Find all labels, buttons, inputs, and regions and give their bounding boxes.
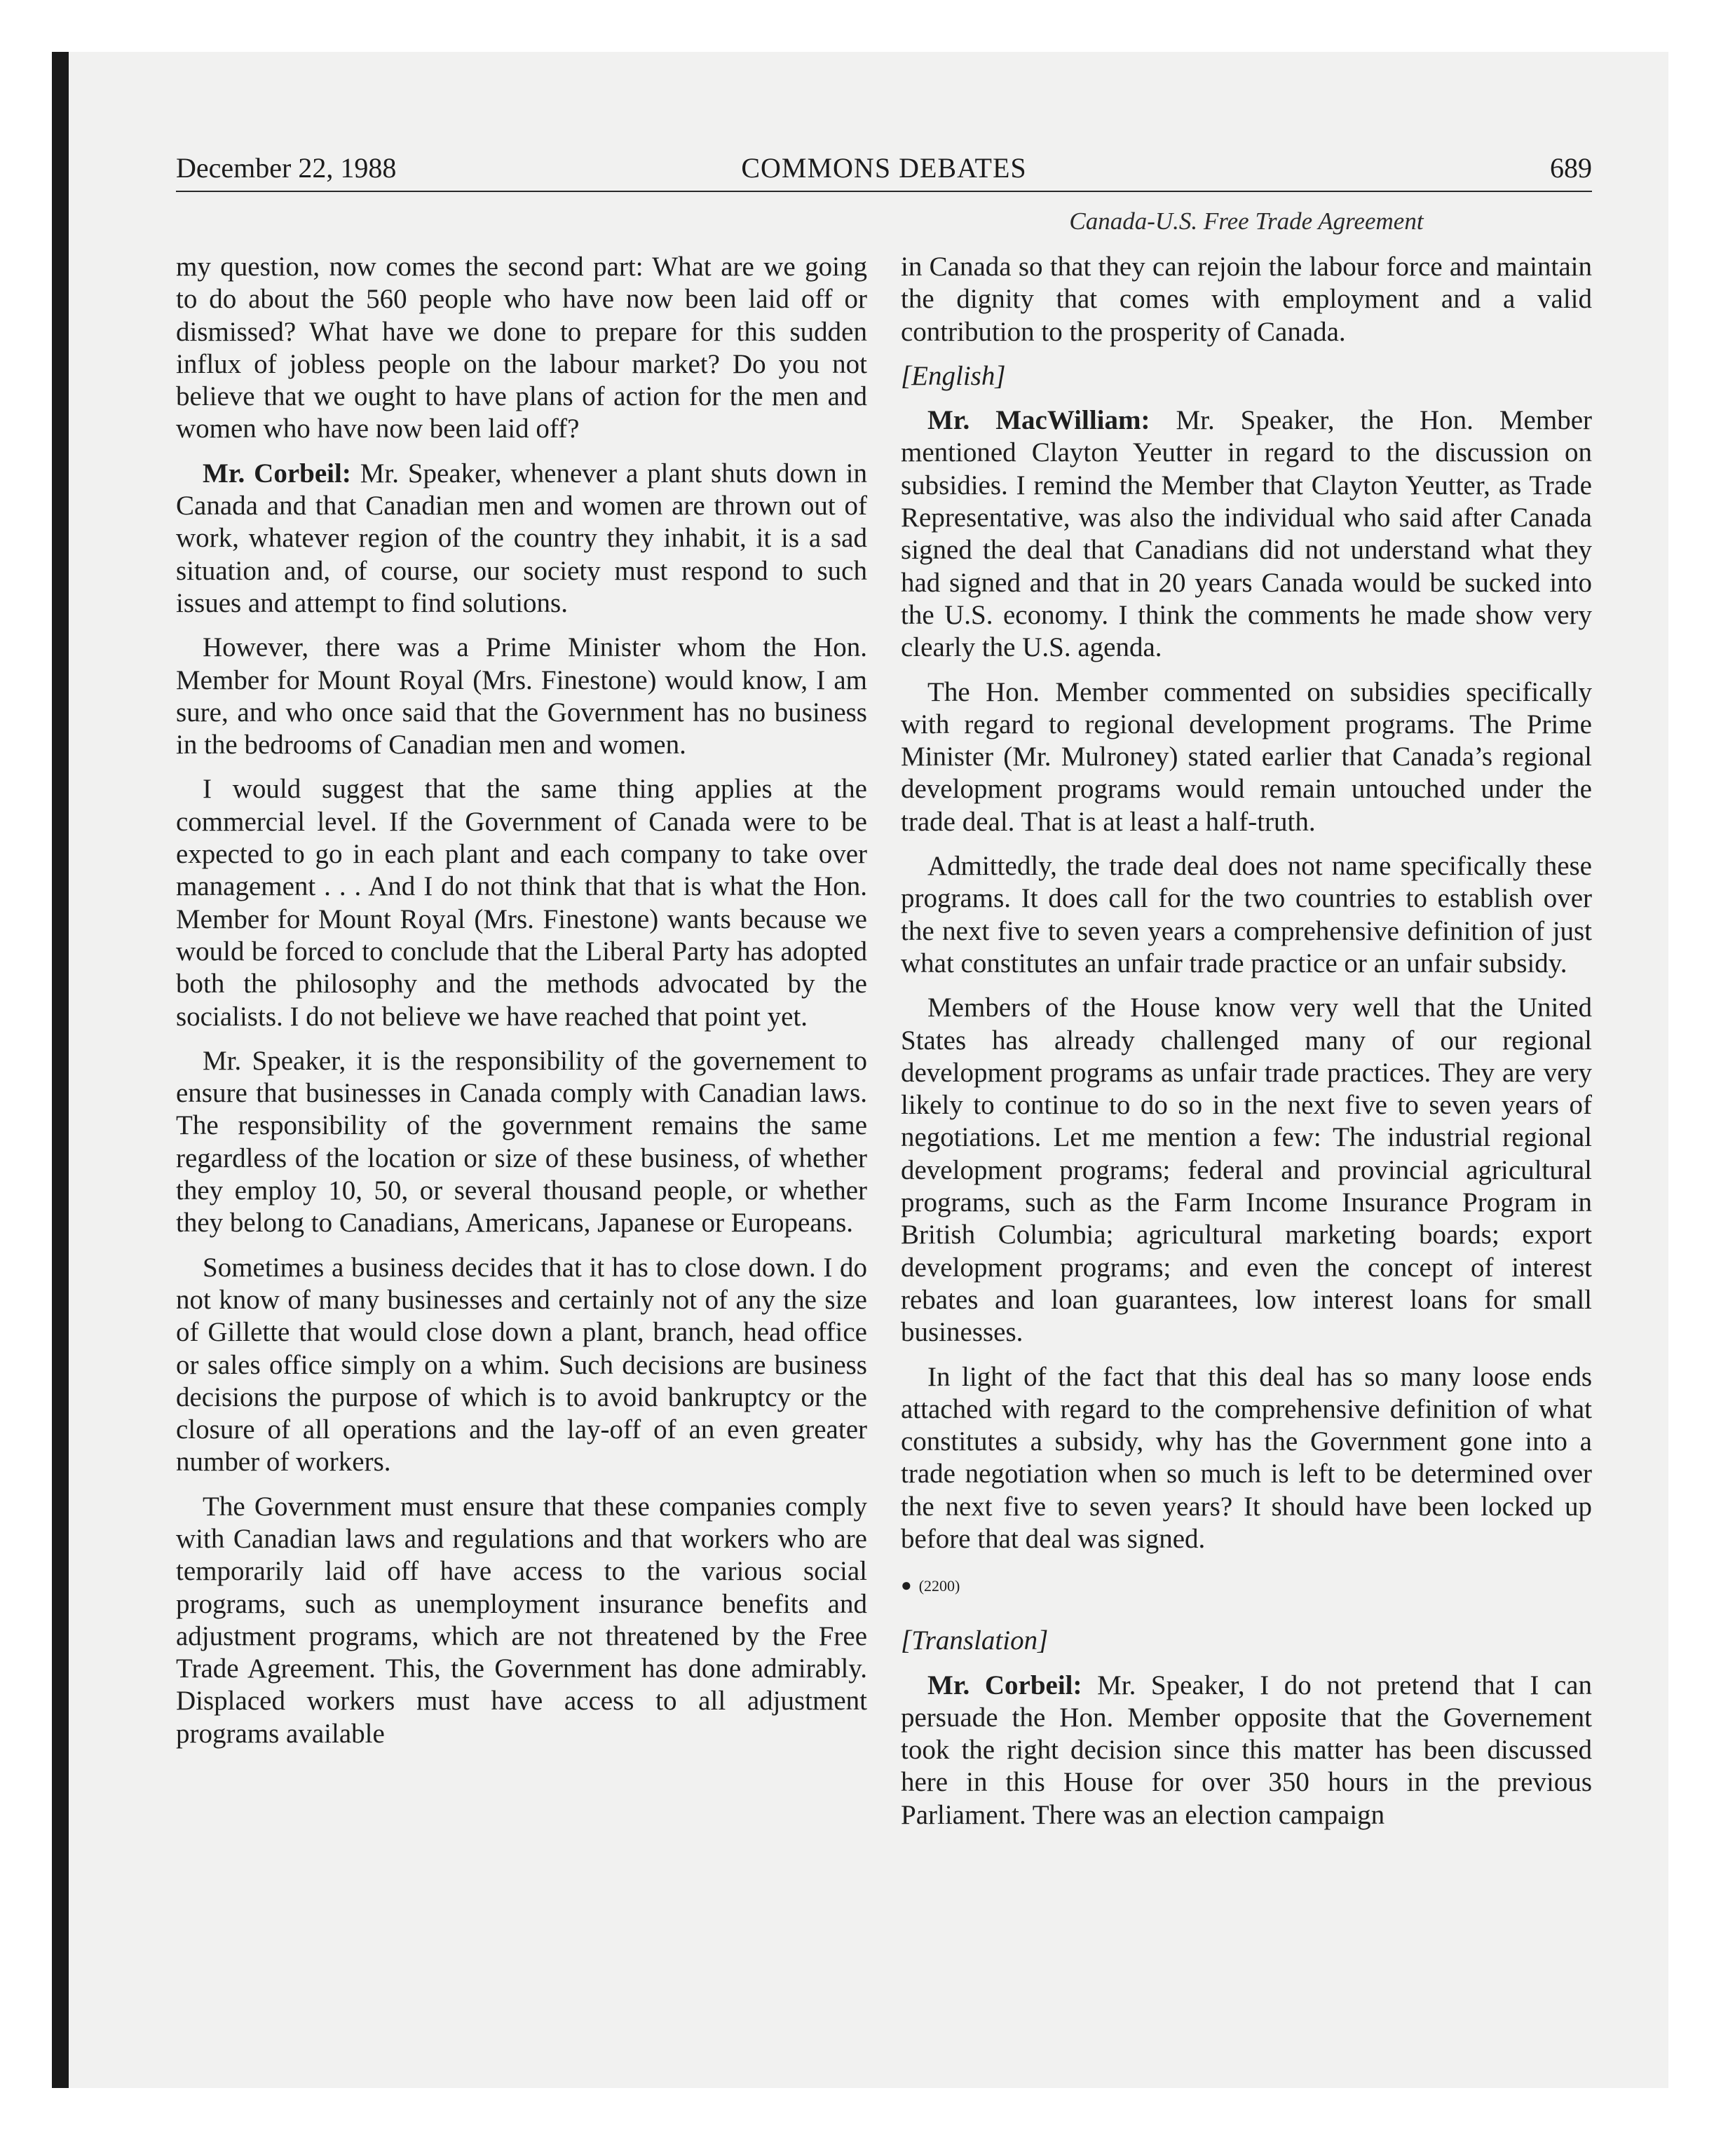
speaker-name: Mr. Corbeil: xyxy=(203,458,351,489)
paragraph: In light of the fact that this deal has so many loose ends attached with regard to the comprehensive definition of what constitutes a subsidy, why has the Government gone into a trade negotiation when so much is left to be determined over the next five to seven years? It should have been locked up before that deal was signed. xyxy=(901,1361,1592,1554)
running-head: Canada-U.S. Free Trade Agreement xyxy=(1069,207,1424,235)
paragraph: The Hon. Member commented on subsidies specifically with regard to regional development programs. The Prime Minister (Mr. Mulroney) stated earlier that Canada’s regional development programs would remain untouched under the trade deal. That is at least a half-truth. xyxy=(901,676,1592,837)
speech-text: Mr. Speaker, the Hon. Member mentioned Clayton Yeutter in regard to the discussion on subsidies. I remind the Member that Clayton Yeutter, as Trade Representative, was also the individual who said after Canada signed the deal that Canadians did not understand what they had signed and that in 20 years Canada would be sucked into the U.S. economy. I think the comments he made show very clearly the U.S. agenda. xyxy=(901,405,1592,663)
paragraph: Mr. Speaker, it is the responsibility of the governement to ensure that businesses in Canada comply with Canadian laws. The responsibility of the government remains the same regardless of the location or size of these business, of whether they employ 10, 50, or several thousand people, or whether they belong to Canadians, Americans, Japanese or Europeans. xyxy=(176,1045,867,1239)
time-stamp xyxy=(901,1575,1592,1597)
paragraph: However, there was a Prime Minister whom the Hon. Member for Mount Royal (Mrs. Finestone) would know, I am sure, and who once said that the Government has no business in the bedrooms of Canadian men and women. xyxy=(176,632,867,760)
header-date: December 22, 1988 xyxy=(176,152,397,184)
paragraph: I would suggest that the same thing applies at the commercial level. If the Government of Canada were to be expected to go in each plant and each company to take over management . . . And I do not think that that is what the Hon. Member for Mount Royal (Mrs. Finestone) wants because we would be forced to conclude that the Liberal Party has adopted both the philosophy and the methods advocated by the socialists. I do not believe we have reached that point yet. xyxy=(176,774,867,1032)
page-header xyxy=(176,151,1592,193)
header-title: COMMONS DEBATES xyxy=(741,152,1027,184)
time-stamp-text: (2200) xyxy=(918,1577,960,1595)
speech-text: Mr. Speaker, I do not pretend that I can persuade the Hon. Member opposite that the Governement took the right decision since this matter has been discussed here in this House for over 350 hours in the previous Parliament. There was an election campaign xyxy=(901,1670,1592,1830)
paragraph: in Canada so that they can rejoin the labour force and maintain the dignity that comes with employment and a valid contribution to the prosperity of Canada. xyxy=(901,252,1592,347)
language-tag: [English] xyxy=(901,360,1006,391)
language-tag: [Translation] xyxy=(901,1625,1049,1656)
speech-paragraph xyxy=(901,404,1592,664)
speaker-name: Mr. MacWilliam: xyxy=(927,405,1150,436)
left-column xyxy=(176,251,867,1762)
bullet-icon: ● xyxy=(901,1575,912,1596)
paragraph: Sometimes a business decides that it has to close down. I do not know of many businesses and certainly not of any the size of Gillette that would close down a plant, branch, head office or sales office simply on a whim. Such decisions are business decisions the purpose of which is to avoid bankruptcy or the closure of all operations and the lay-off of an even greater number of workers. xyxy=(176,1252,867,1478)
paragraph: my question, now comes the second part: What are we going to do about the 560 people who have now been laid off or dismissed? What have we done to prepare for this sudden influx of jobless people on the labour market? Do you not believe that we ought to have plans of action for the men and women who have now been laid off? xyxy=(176,252,867,444)
paragraph: Admittedly, the trade deal does not name specifically these programs. It does call for the two countries to establish over the next five to seven years a comprehensive definition of just what constitutes an unfair trade practice or an unfair subsidy. xyxy=(901,851,1592,978)
paragraph: Members of the House know very well that the United States has already challenged many of our regional development programs as unfair trade practices. They are very likely to continue to do so in the next five to seven years of negotiations. Let me mention a few: The industrial regional development programs; federal and provincial agricultural programs, such as the Farm Income Insurance Program in British Columbia; agricultural marketing boards; export development programs; and even the concept of interest rebates and loan guarantees, low interest loans for small businesses. xyxy=(901,992,1592,1348)
paragraph: The Government must ensure that these companies comply with Canadian laws and regulations and that workers who are temporarily laid off have access to the various social programs, such as unemployment insurance benefits and adjustment programs, which are not threatened by the Free Trade Agreement. This, the Government has done admirably. Displaced workers must have access to all adjustment programs available xyxy=(176,1491,867,1749)
speech-paragraph xyxy=(901,1670,1592,1831)
speech-text: Mr. Speaker, whenever a plant shuts down in Canada and that Canadian men and women are thrown out of work, whatever region of the country they inhabit, it is a sad situation and, of course, our society must respond to such issues and attempt to find solutions. xyxy=(176,458,867,618)
page-number: 689 xyxy=(1550,152,1592,184)
header-rule xyxy=(176,191,1592,192)
speaker-name: Mr. Corbeil: xyxy=(927,1670,1082,1700)
right-column xyxy=(901,251,1592,1843)
scan-binding-edge xyxy=(52,52,69,2088)
speech-paragraph xyxy=(176,458,867,620)
